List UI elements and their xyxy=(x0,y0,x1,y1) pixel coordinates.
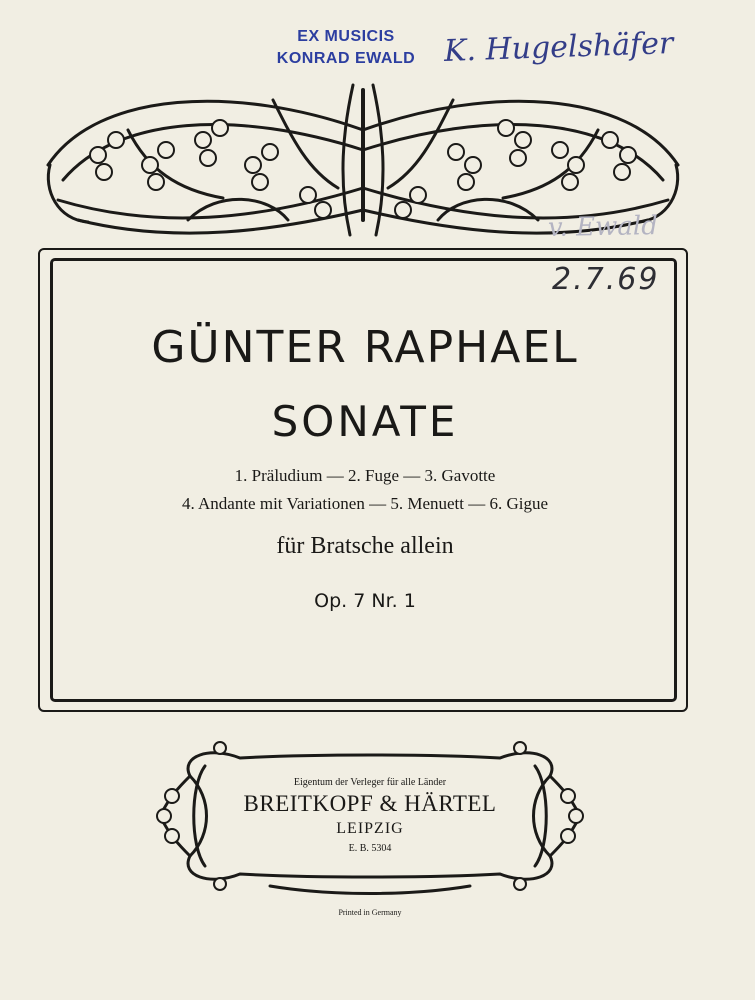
stamp-line-2: KONRAD EWALD xyxy=(276,50,416,67)
composer-name: GÜNTER RAPHAEL xyxy=(151,322,579,373)
movements-line-2: 4. Andante mit Variationen — 5. Menuett — 6. Gigue xyxy=(181,494,549,513)
opus-number: Op. 7 Nr. 1 xyxy=(314,590,416,612)
movements-line-1: 1. Präludium — 2. Fuge — 3. Gavotte xyxy=(234,466,496,485)
stamp-line-1: EX MUSICIS xyxy=(297,28,395,45)
handwritten-signature: K. Hugelshäfer xyxy=(443,26,674,69)
publisher-name: BREITKOPF & HÄRTEL xyxy=(243,791,497,816)
publisher-rights-notice: Eigentum der Verleger für alle Länder xyxy=(293,777,447,788)
ownership-stamp xyxy=(262,26,430,70)
pencil-annotation-name: v. Ewald xyxy=(547,211,659,243)
instrumentation: für Bratsche allein xyxy=(276,533,454,559)
publisher-city: LEIPZIG xyxy=(336,820,404,837)
pencil-annotation-date: 2.7.69 xyxy=(552,262,660,297)
plate-number: E. B. 5304 xyxy=(348,843,392,854)
work-title: SONATE xyxy=(271,397,459,446)
printed-in-notice: Printed in Germany xyxy=(338,908,402,917)
